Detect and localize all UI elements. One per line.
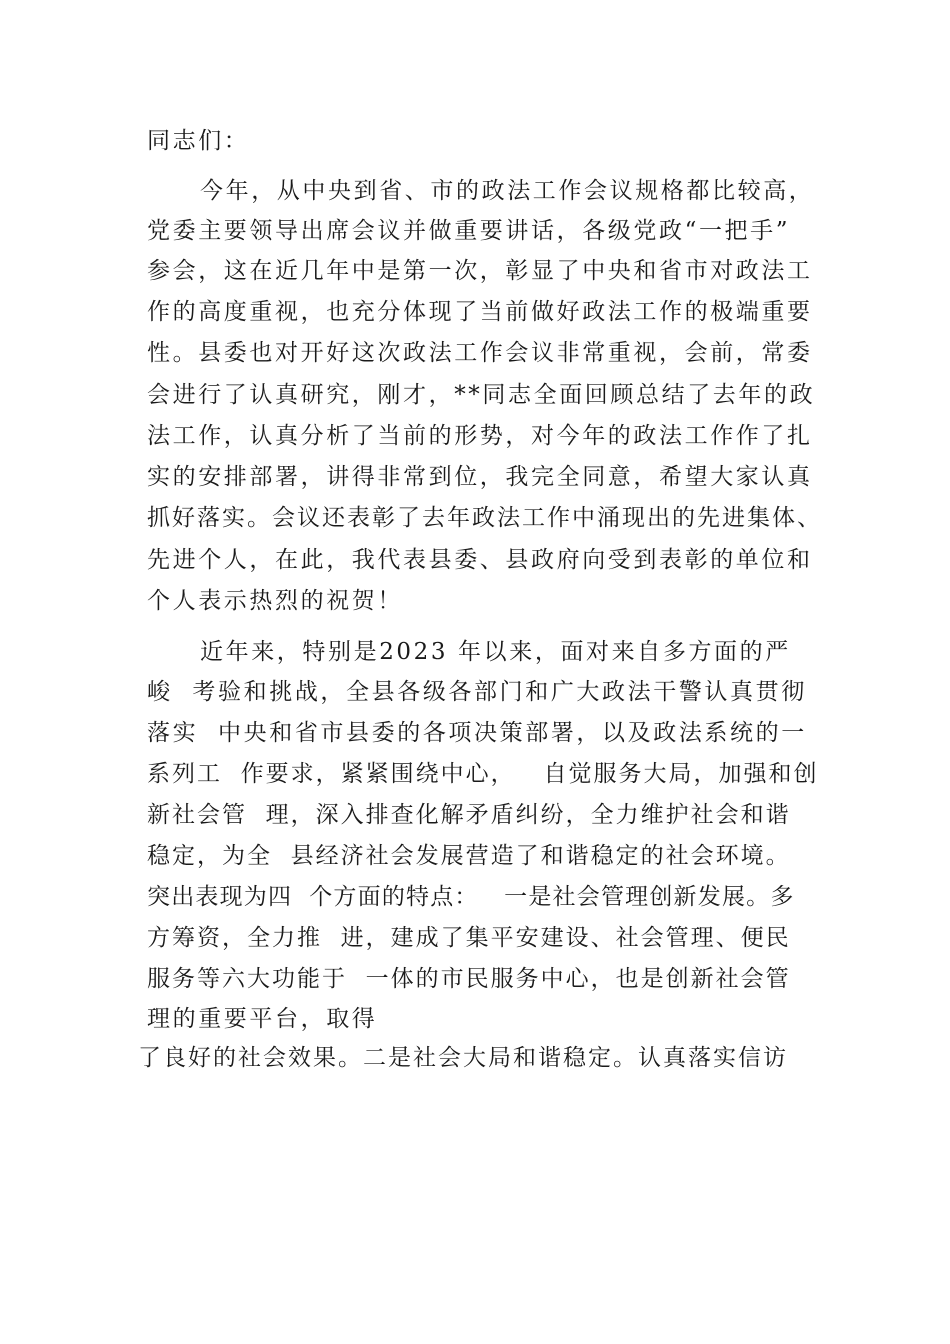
paragraph-1-line-4: 作的高度重视，也充分体现了当前做好政法工作的极端重要 (147, 299, 813, 325)
paragraph-1-line-1: 今年，从中央到省、市的政法工作会议规格都比较高， (200, 178, 815, 204)
paragraph-2-line-1: 近年来，特别是2023 年以来，面对来自多方面的严 (200, 639, 791, 665)
paragraph-2-line-4: 系列工 作要求，紧紧围绕中心， 自觉服务大局，加强和创 (147, 761, 819, 787)
paragraph-2-line-3: 落实 中央和省市县委的各项决策部署，以及政法系统的一 (147, 720, 807, 746)
paragraph-2-line-10: 理的重要平台，取得 (147, 1006, 378, 1032)
paragraph-2-line-8: 方筹资，全力推 进，建成了集平安建设、社会管理、便民 (147, 925, 791, 951)
paragraph-1-line-6: 会进行了认真研究，刚才，**同志全面回顾总结了去年的政 (147, 382, 816, 408)
paragraph-2-line-11: 了良好的社会效果。二是社会大局和谐稳定。认真落实信访 (138, 1045, 788, 1071)
paragraph-2-line-7: 突出表现为四 个方面的特点： 一是社会管理创新发展。多 (147, 884, 795, 910)
paragraph-1-line-3: 参会，这在近几年中是第一次，彰显了中央和省市对政法工 (147, 258, 813, 284)
paragraph-1-line-5: 性。县委也对开好这次政法工作会议非常重视，会前，常委 (147, 340, 813, 366)
paragraph-1-line-2: 党委主要领导出席会议并做重要讲话，各级党政“一把手” (147, 218, 791, 244)
paragraph-2-line-6: 稳定，为全 县经济社会发展营造了和谐稳定的社会环境。 (147, 843, 791, 869)
salutation: 同志们： (147, 128, 250, 154)
paragraph-1-line-7: 法工作，认真分析了当前的形势，对今年的政法工作作了扎 (147, 423, 813, 449)
paragraph-2-line-9: 服务等六大功能于 一体的市民服务中心，也是创新社会管 (147, 966, 791, 992)
paragraph-1-line-8: 实的安排部署，讲得非常到位，我完全同意，希望大家认真 (147, 464, 813, 490)
paragraph-1-line-11: 个人表示热烈的祝贺！ (147, 588, 403, 614)
paragraph-1-line-9: 抓好落实。会议还表彰了去年政法工作中涌现出的先进集体、 (147, 505, 822, 531)
paragraph-1-line-10: 先进个人，在此，我代表县委、县政府向受到表彰的单位和 (147, 547, 813, 573)
paragraph-2-line-5: 新社会管 理，深入排查化解矛盾纠纷，全力维护社会和谐 (147, 802, 791, 828)
paragraph-2-line-2: 峻 考验和挑战，全县各级各部门和广大政法干警认真贯彻 (147, 679, 807, 705)
